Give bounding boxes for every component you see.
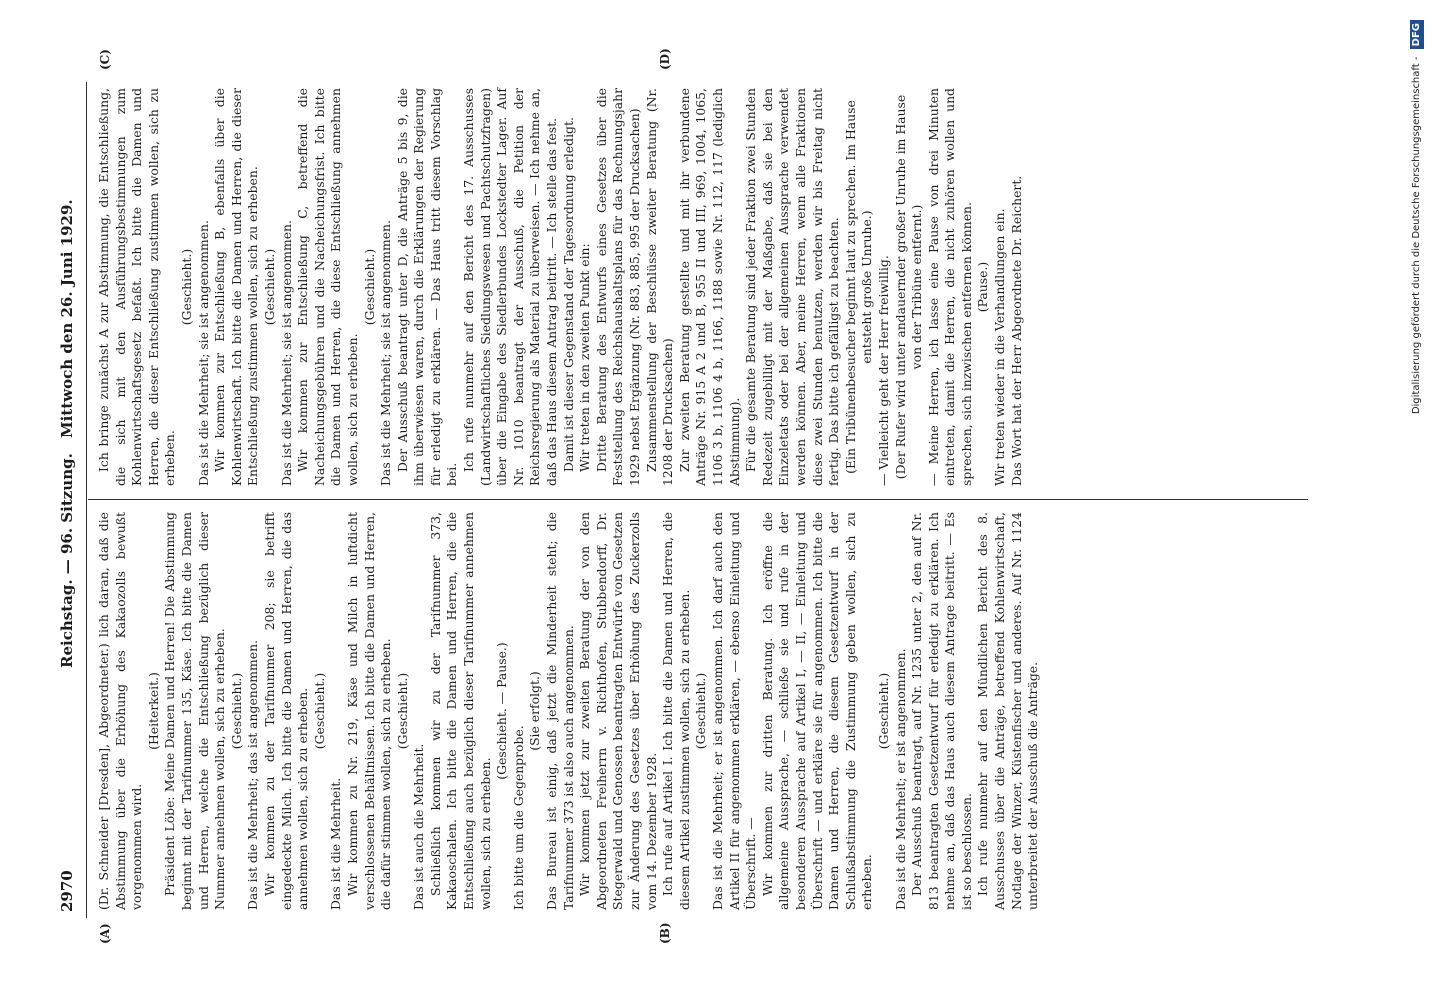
margin-marker-a: (A)	[98, 923, 112, 944]
header-session: Reichstag. — 96. Sitzung.	[58, 453, 76, 668]
right-column-paragraph: Dritte Beratung des Entwurfs eines Gesetzes über die Feststellung des Reichshaushaltsplans für das Rechnungsjahr 1929 nebst Ergänzung (Nr. 883, 885, 995 der Drucksachen)	[593, 88, 642, 486]
left-column-paragraph: Das ist die Mehrheit; er ist angenommen. Ich darf auch den Artikel II für angenommen erklären, — ebenso Einleitung und Überschrift. —	[709, 512, 759, 910]
left-column-paragraph: Das ist die Mehrheit; das ist angenommen.	[245, 640, 261, 910]
right-column-paragraph: Wir kommen zur Entschließung C, betreffend die Nacheichungsgebühren und die Nacheichungsfrist. Ich bitte die Damen und Herren, die diese Entschließung annehmen wollen, sich zu erheben.	[295, 88, 360, 486]
right-column-paragraph: Ich rufe nunmehr auf den Bericht des 17. Ausschusses (Landwirtschaftliches Siedlungswesen und Pachtschutzfragen) über die Eingabe des Siedlerbundes Lockstedter Lager. Auf Nr. 1010 beantragt der Ausschuß, die Petition der Reichsregierung als Material zu überweisen. — Ich nehme an, daß das Haus diesem Antrag beitritt. — Ich stelle das fest.	[461, 88, 560, 486]
header-rule	[86, 82, 87, 918]
margin-marker-d: (D)	[658, 48, 672, 70]
left-column-paragraph: (Sie erfolgt.)	[527, 671, 543, 751]
left-column-paragraph: Das ist die Mehrheit; er ist angenommen.	[892, 648, 908, 910]
left-column-paragraph: Wir kommen jetzt zur zweiten Beratung der von den Abgeordneten Freiherrn v. Richthofen, Stubbendorff, Dr. Stegerwald und Genossen beantragten Entwürfe von Gesetzen zur Änderung des Gesetzes über Erhöhung des Zuckerzolls vom 14. Dezember 1928.	[577, 512, 659, 910]
left-column-paragraph: (Geschieht.)	[875, 672, 891, 750]
right-column-paragraph: Der Ausschuß beantragt unter D, die Anträge 5 bis 9, die ihm überwiesen waren, durch die Erklärungen der Regierung für erledigt zu erklären. — Das Haus tritt diesem Vorschlag bei.	[394, 88, 460, 486]
left-column-paragraph: Ich bitte um die Gegenprobe.	[510, 725, 526, 910]
right-column	[96, 88, 1025, 486]
right-column-paragraph: (Geschieht.)	[361, 248, 377, 326]
margin-marker-b: (B)	[658, 922, 672, 944]
right-column-paragraph: Zusammenstellung der Beschlüsse zweiter Beratung (Nr. 1208 der Drucksachen)	[643, 88, 676, 486]
page-number: 2970	[58, 870, 76, 912]
left-column-paragraph: Schließlich kommen wir zu der Tarifnummer 373, Kakaoschalen. Ich bitte die Damen und Herren, die die Entschließung auch bezüglich dieser Tarifnummer annehmen wollen, sich zu erheben.	[427, 512, 493, 910]
digitization-note-text-wrap	[1408, 20, 1426, 980]
page-header	[58, 82, 84, 918]
left-column-paragraph: (Geschieht.)	[693, 672, 709, 750]
left-column-paragraph: Wir kommen zur dritten Beratung. Ich eröffne die allgemeine Aussprache, — schließe sie und rufe in der besonderen Aussprache auf Artikel I, — II, — Einleitung und Überschrift — und erkläre sie für angenommen. Ich bitte die Damen und Herren, die diesem Gesetzentwurf in der Schlußabstimmung die Zustimmung geben wollen, sich zu erheben.	[759, 512, 875, 910]
right-column-paragraph: Wir treten in den zweiten Punkt ein:	[577, 243, 593, 472]
right-column-paragraph: (Pause.)	[975, 261, 991, 313]
header-date: Mittwoch den 26. Juni 1929.	[58, 199, 76, 438]
right-column-paragraph: Das ist die Mehrheit; sie ist angenommen.	[195, 220, 211, 486]
right-column-paragraph: Damit ist dieser Gegenstand der Tagesordnung erledigt.	[560, 117, 576, 472]
left-column	[96, 512, 1042, 910]
column-divider	[88, 499, 1308, 500]
left-column-paragraph: Ich rufe nunmehr auf den Mündlichen Bericht des 8. Ausschusses über die Anträge, betreffend Kohlenwirtschaft, Notlage der Winzer, Küstenfischer und anderes. Auf Nr. 1124 unterbreitet der Ausschuß die Anträge.	[975, 512, 1041, 910]
left-column-paragraph: (Geschieht.)	[311, 672, 327, 750]
right-column-paragraph: Ich bringe zunächst A zur Abstimmung, die Entschließung, die sich mit den Ausführungsbestimmungen zum Kohlenwirtschaftsgesetz befaßt. Ich bitte die Damen und Herren, die dieser Entschließung zustimmen wollen, sich zu erheben.	[96, 88, 178, 486]
left-column-paragraph: (Geschieht. — Pause.)	[494, 642, 510, 780]
left-column-paragraph: (Geschieht.)	[394, 672, 410, 750]
page-body	[58, 48, 1318, 944]
right-column-paragraph: Für die gesamte Beratung sind jeder Fraktion zwei Stunden Redezeit zugebilligt mit der Maßgabe, daß sie bei den Einzeletats oder bei der allgemeinen Aussprache verwendet werden können. Aber, meine Herren, wenn alle Fraktionen diese zwei Stunden benutzen, werden wir bis Freitag nicht fertig. Das bitte ich gefälligst zu beachten.	[743, 88, 842, 486]
left-column-paragraph: Der Ausschuß beantragt, auf Nr. 1235 unter 2, den auf Nr. 813 beantragten Gesetzentwurf für erledigt zu erklären. Ich nehme an, daß das Haus auch diesem Antrage beitritt. — Es ist so beschlossen.	[909, 512, 974, 910]
right-column-paragraph: Wir treten wieder in die Verhandlungen ein.	[992, 208, 1008, 486]
right-column-paragraph: Das ist die Mehrheit; sie ist angenommen.	[278, 220, 294, 486]
digitization-note-text: Digitalisierung gefördert durch die Deutsche Forschungsgemeinschaft -	[1411, 56, 1422, 415]
margin-marker-c: (C)	[98, 49, 112, 70]
right-column-paragraph: — Meine Herren, ich lasse eine Pause von drei Minuten eintreten, damit die Herren, die nicht zuhören wollen und sprechen, sich inzwischen entfernen können.	[925, 88, 974, 486]
left-column-paragraph: (Heiterkeit.)	[145, 672, 161, 750]
left-column-paragraph: Das ist auch die Mehrheit.	[411, 743, 427, 910]
left-column-paragraph: Das Bureau ist einig, daß jetzt die Minderheit steht; die Tarifnummer 373 ist also auch angenommen.	[544, 512, 576, 910]
left-column-paragraph: Präsident Löbe: Meine Damen und Herren! Die Abstimmung beginnt mit der Tarifnummer 135, Käse. Ich bitte die Damen und Herren, welche die Entschließung bezüglich dieser Nummer annehmen wollen, sich zu erheben.	[162, 512, 228, 910]
left-column-paragraph: Wir kommen zu der Tarifnummer 208; sie betrifft eingedeckte Milch. Ich bitte die Damen und Herren, die das annehmen wollen, sich zu erheben.	[261, 512, 311, 910]
right-column-paragraph: (Geschieht.)	[261, 248, 277, 326]
left-column-paragraph: (Dr. Schneider [Dresden], Abgeordneter.) lich daran, daß die Abstimmung über die Erhöhung des Kakaozolls bewußt vorgenommen wird.	[96, 512, 145, 910]
dfg-logo: DFG	[1410, 20, 1424, 49]
right-column-paragraph: (Geschieht.)	[178, 248, 194, 326]
right-column-paragraph: Wir kommen zur Entschließung B, ebenfalls über die Kohlenwirtschaft. Ich bitte die Damen und Herren, die dieser Entschließung zustimmen wollen, sich zu erheben.	[212, 88, 261, 486]
right-column-paragraph: Zur zweiten Beratung gestellte und mit ihr verbundene Anträge Nr. 915 A 2 und B, 955 II und III, 969, 1004, 1065, 1106 3 b, 1106 4 b, 1166, 1188 sowie Nr. 112, 117 (lediglich Abstimmung).	[676, 88, 742, 486]
right-column-paragraph: (Ein Tribünenbesucher beginnt laut zu sprechen. Im Hause entsteht große Unruhe.)	[842, 100, 875, 474]
right-column-paragraph: Das Wort hat der Herr Abgeordnete Dr. Reichert.	[1008, 175, 1024, 486]
left-column-paragraph: Ich rufe auf Artikel I. Ich bitte die Damen und Herren, die diesem Artikel zustimmen wollen, sich zu erheben.	[660, 512, 692, 910]
right-column-paragraph: (Der Rufer wird unter andauernder großer Unruhe im Hause von der Tribüne entfernt.)	[892, 94, 925, 480]
right-column-paragraph: Das ist die Mehrheit; sie ist angenommen.	[378, 220, 394, 486]
right-column-paragraph: — Vielleicht geht der Herr freiwillig.	[875, 255, 891, 486]
left-column-paragraph: (Geschieht.)	[228, 672, 244, 750]
left-column-paragraph: Wir kommen zu Nr. 219, Käse und Milch in luftdicht verschlossenen Behältnissen. Ich bitte die Damen und Herren, die dafür stimmen wollen, sich zu erheben.	[344, 512, 394, 910]
digitization-note	[1408, 20, 1426, 980]
left-column-paragraph: Das ist die Mehrheit.	[328, 777, 344, 910]
